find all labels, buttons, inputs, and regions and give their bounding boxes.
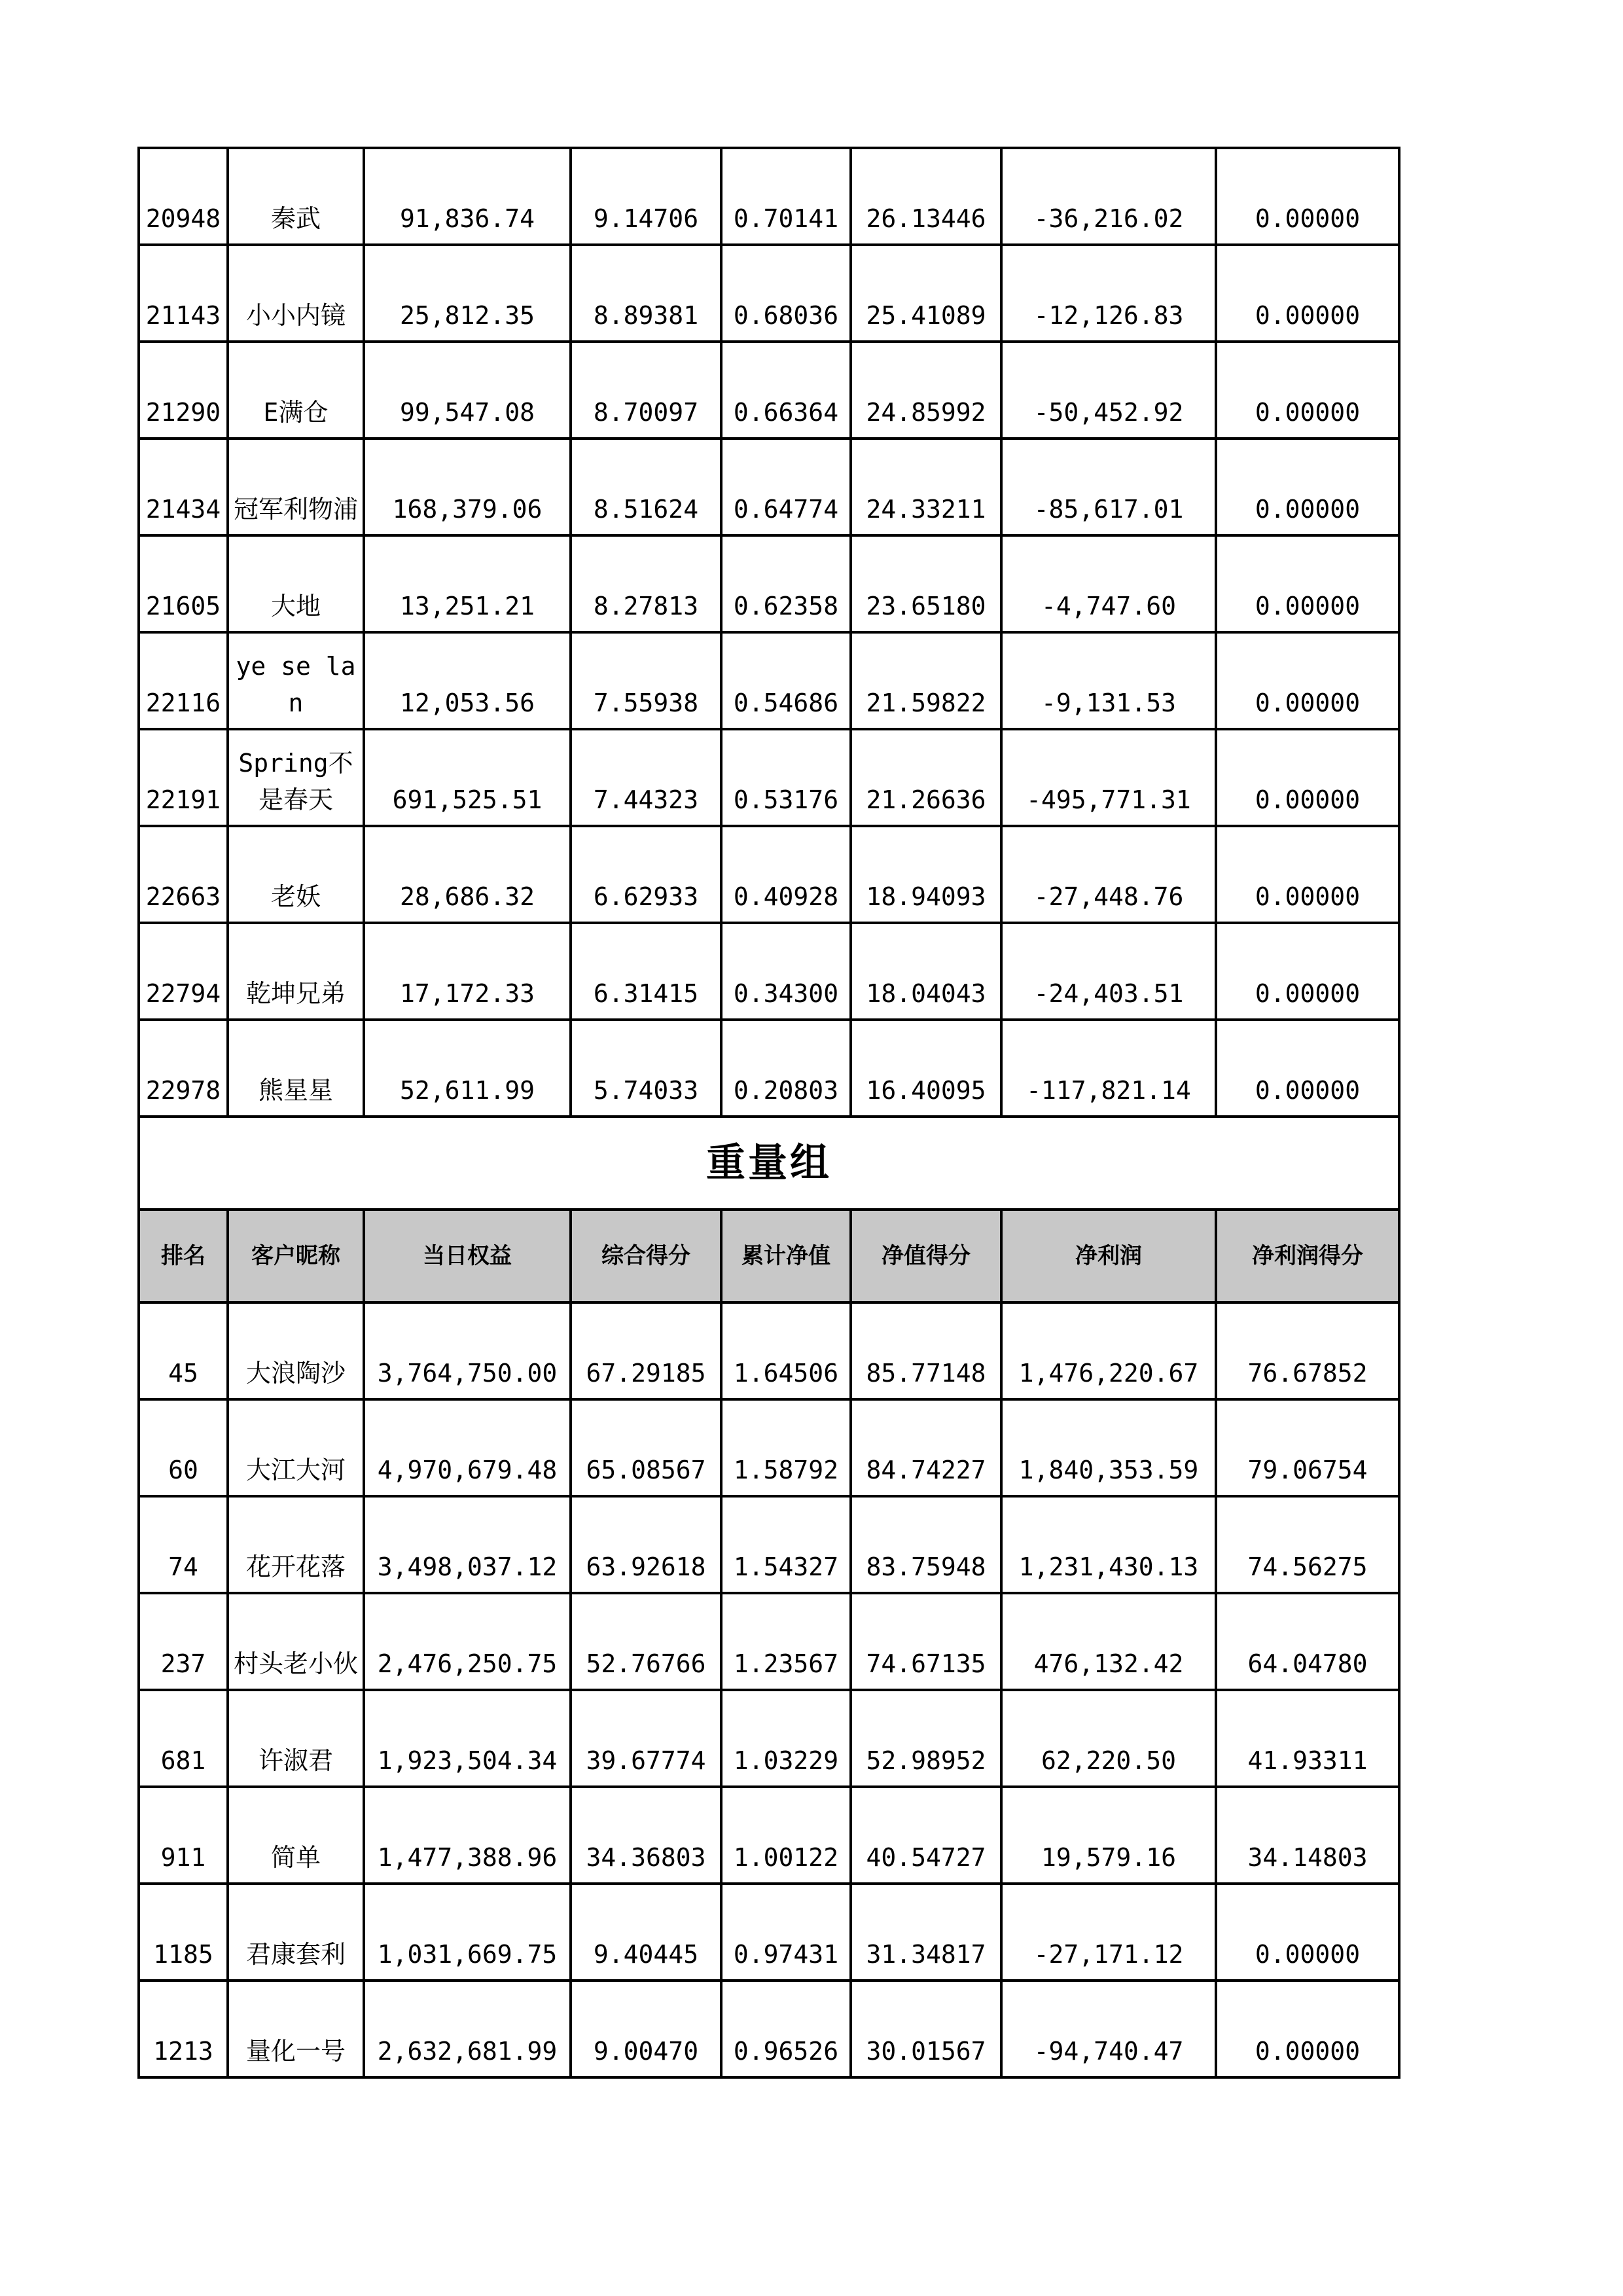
table-row — [139, 632, 1399, 729]
cell-total-score: 67.29185 — [571, 1302, 721, 1399]
cell-nickname: 许淑君 — [228, 1690, 364, 1787]
column-header-row — [139, 1210, 1399, 1302]
group-title: 重量组 — [139, 1117, 1399, 1210]
cell-nav: 0.97431 — [721, 1884, 851, 1981]
cell-equity: 1,031,669.75 — [364, 1884, 571, 1981]
cell-nav-score: 18.94093 — [851, 826, 1001, 923]
cell-equity: 691,525.51 — [364, 729, 571, 826]
cell-total-score: 39.67774 — [571, 1690, 721, 1787]
table-row — [139, 148, 1399, 245]
cell-nickname: Spring不是春天 — [228, 729, 364, 826]
cell-rank: 681 — [139, 1690, 228, 1787]
cell-net-profit-score: 0.00000 — [1216, 632, 1399, 729]
cell-net-profit: -27,171.12 — [1001, 1884, 1216, 1981]
header-rank: 排名 — [139, 1210, 228, 1302]
cell-nav-score: 40.54727 — [851, 1787, 1001, 1884]
table-row — [139, 1399, 1399, 1496]
cell-total-score: 5.74033 — [571, 1020, 721, 1117]
cell-net-profit: -495,771.31 — [1001, 729, 1216, 826]
cell-nickname: 大浪陶沙 — [228, 1302, 364, 1399]
cell-net-profit: -27,448.76 — [1001, 826, 1216, 923]
header-total-score: 综合得分 — [571, 1210, 721, 1302]
cell-nav-score: 85.77148 — [851, 1302, 1001, 1399]
cell-net-profit: 476,132.42 — [1001, 1593, 1216, 1690]
cell-rank: 21434 — [139, 439, 228, 535]
cell-nav: 0.70141 — [721, 148, 851, 245]
cell-equity: 25,812.35 — [364, 245, 571, 342]
cell-net-profit-score: 0.00000 — [1216, 245, 1399, 342]
cell-net-profit: -94,740.47 — [1001, 1981, 1216, 2077]
cell-nav-score: 18.04043 — [851, 923, 1001, 1020]
table-row — [139, 923, 1399, 1020]
table-row — [139, 1302, 1399, 1399]
cell-nickname: 老妖 — [228, 826, 364, 923]
cell-net-profit-score: 0.00000 — [1216, 148, 1399, 245]
cell-rank: 45 — [139, 1302, 228, 1399]
cell-net-profit-score: 76.67852 — [1216, 1302, 1399, 1399]
cell-net-profit: 1,476,220.67 — [1001, 1302, 1216, 1399]
cell-net-profit: 19,579.16 — [1001, 1787, 1216, 1884]
cell-nav-score: 23.65180 — [851, 535, 1001, 632]
cell-rank: 1185 — [139, 1884, 228, 1981]
cell-nickname: 大江大河 — [228, 1399, 364, 1496]
cell-net-profit: -9,131.53 — [1001, 632, 1216, 729]
table-row — [139, 1787, 1399, 1884]
group-rows — [139, 1302, 1399, 2077]
cell-total-score: 9.14706 — [571, 148, 721, 245]
cell-rank: 22116 — [139, 632, 228, 729]
cell-rank: 22978 — [139, 1020, 228, 1117]
cell-total-score: 65.08567 — [571, 1399, 721, 1496]
cell-net-profit-score: 0.00000 — [1216, 1884, 1399, 1981]
cell-net-profit-score: 64.04780 — [1216, 1593, 1399, 1690]
cell-nickname: 量化一号 — [228, 1981, 364, 2077]
cell-nav: 0.96526 — [721, 1981, 851, 2077]
cell-net-profit-score: 0.00000 — [1216, 439, 1399, 535]
group-section — [139, 1117, 1399, 1302]
cell-net-profit: 62,220.50 — [1001, 1690, 1216, 1787]
cell-nickname: E满仓 — [228, 342, 364, 439]
cell-nav: 1.54327 — [721, 1496, 851, 1593]
cell-rank: 20948 — [139, 148, 228, 245]
table-row — [139, 1981, 1399, 2077]
cell-total-score: 9.00470 — [571, 1981, 721, 2077]
cell-nav-score: 52.98952 — [851, 1690, 1001, 1787]
cell-total-score: 7.55938 — [571, 632, 721, 729]
cell-rank: 237 — [139, 1593, 228, 1690]
cell-net-profit: 1,840,353.59 — [1001, 1399, 1216, 1496]
cell-nav: 0.40928 — [721, 826, 851, 923]
cell-net-profit: -12,126.83 — [1001, 245, 1216, 342]
table-row — [139, 1884, 1399, 1981]
cell-equity: 3,498,037.12 — [364, 1496, 571, 1593]
cell-nav: 0.34300 — [721, 923, 851, 1020]
cell-nav-score: 24.33211 — [851, 439, 1001, 535]
cell-nickname: 秦武 — [228, 148, 364, 245]
cell-rank: 21290 — [139, 342, 228, 439]
cell-nickname: 村头老小伙 — [228, 1593, 364, 1690]
cell-nickname: 大地 — [228, 535, 364, 632]
cell-nav: 1.00122 — [721, 1787, 851, 1884]
cell-nav-score: 26.13446 — [851, 148, 1001, 245]
cell-nav-score: 21.26636 — [851, 729, 1001, 826]
cell-total-score: 8.27813 — [571, 535, 721, 632]
cell-total-score: 9.40445 — [571, 1884, 721, 1981]
cell-nickname: 君康套利 — [228, 1884, 364, 1981]
cell-total-score: 34.36803 — [571, 1787, 721, 1884]
cell-equity: 12,053.56 — [364, 632, 571, 729]
cell-net-profit: 1,231,430.13 — [1001, 1496, 1216, 1593]
cell-equity: 99,547.08 — [364, 342, 571, 439]
cell-total-score: 8.70097 — [571, 342, 721, 439]
cell-nav-score: 83.75948 — [851, 1496, 1001, 1593]
table-row — [139, 729, 1399, 826]
cell-net-profit: -85,617.01 — [1001, 439, 1216, 535]
cell-equity: 168,379.06 — [364, 439, 571, 535]
table-row — [139, 1690, 1399, 1787]
cell-net-profit: -4,747.60 — [1001, 535, 1216, 632]
cell-nickname: 熊星星 — [228, 1020, 364, 1117]
cell-equity: 3,764,750.00 — [364, 1302, 571, 1399]
cell-nickname: ye se lan — [228, 632, 364, 729]
cell-nickname: 简单 — [228, 1787, 364, 1884]
cell-nav: 1.23567 — [721, 1593, 851, 1690]
cell-nav-score: 30.01567 — [851, 1981, 1001, 2077]
cell-equity: 17,172.33 — [364, 923, 571, 1020]
cell-net-profit-score: 79.06754 — [1216, 1399, 1399, 1496]
header-equity: 当日权益 — [364, 1210, 571, 1302]
cell-net-profit: -117,821.14 — [1001, 1020, 1216, 1117]
cell-rank: 1213 — [139, 1981, 228, 2077]
cell-rank: 60 — [139, 1399, 228, 1496]
cell-net-profit-score: 41.93311 — [1216, 1690, 1399, 1787]
cell-nav: 0.54686 — [721, 632, 851, 729]
cell-equity: 4,970,679.48 — [364, 1399, 571, 1496]
cell-equity: 13,251.21 — [364, 535, 571, 632]
cell-net-profit-score: 0.00000 — [1216, 1981, 1399, 2077]
header-nickname: 客户昵称 — [228, 1210, 364, 1302]
cell-net-profit-score: 0.00000 — [1216, 342, 1399, 439]
cell-equity: 52,611.99 — [364, 1020, 571, 1117]
group-title-row — [139, 1117, 1399, 1210]
table-row — [139, 1020, 1399, 1117]
cell-nickname: 花开花落 — [228, 1496, 364, 1593]
cell-rank: 22663 — [139, 826, 228, 923]
cell-net-profit: -24,403.51 — [1001, 923, 1216, 1020]
cell-equity: 1,923,504.34 — [364, 1690, 571, 1787]
cell-nav: 0.53176 — [721, 729, 851, 826]
cell-equity: 2,632,681.99 — [364, 1981, 571, 2077]
cell-total-score: 8.51624 — [571, 439, 721, 535]
table-row — [139, 245, 1399, 342]
header-nav-score: 净值得分 — [851, 1210, 1001, 1302]
table-row — [139, 342, 1399, 439]
cell-equity: 91,836.74 — [364, 148, 571, 245]
cell-nickname: 冠军利物浦 — [228, 439, 364, 535]
table-row — [139, 1496, 1399, 1593]
cell-total-score: 6.62933 — [571, 826, 721, 923]
cell-total-score: 7.44323 — [571, 729, 721, 826]
cell-nickname: 乾坤兄弟 — [228, 923, 364, 1020]
header-net-profit-score: 净利润得分 — [1216, 1210, 1399, 1302]
table-row — [139, 826, 1399, 923]
cell-net-profit-score: 0.00000 — [1216, 1020, 1399, 1117]
cell-total-score: 63.92618 — [571, 1496, 721, 1593]
cell-nav: 0.68036 — [721, 245, 851, 342]
cell-nav: 0.62358 — [721, 535, 851, 632]
cell-net-profit-score: 0.00000 — [1216, 923, 1399, 1020]
cell-net-profit-score: 0.00000 — [1216, 535, 1399, 632]
cell-nav-score: 21.59822 — [851, 632, 1001, 729]
cell-equity: 28,686.32 — [364, 826, 571, 923]
cell-nav: 1.03229 — [721, 1690, 851, 1787]
cell-nav-score: 24.85992 — [851, 342, 1001, 439]
cell-nav-score: 16.40095 — [851, 1020, 1001, 1117]
table-row — [139, 1593, 1399, 1690]
cell-net-profit-score: 34.14803 — [1216, 1787, 1399, 1884]
cell-nav-score: 74.67135 — [851, 1593, 1001, 1690]
cell-net-profit-score: 0.00000 — [1216, 826, 1399, 923]
cell-equity: 1,477,388.96 — [364, 1787, 571, 1884]
cell-total-score: 52.76766 — [571, 1593, 721, 1690]
cell-nav: 0.64774 — [721, 439, 851, 535]
cell-total-score: 6.31415 — [571, 923, 721, 1020]
cell-rank: 21605 — [139, 535, 228, 632]
cell-nav: 1.58792 — [721, 1399, 851, 1496]
previous-group-rows — [139, 148, 1399, 1117]
cell-nav: 0.66364 — [721, 342, 851, 439]
cell-nav: 1.64506 — [721, 1302, 851, 1399]
cell-rank: 22794 — [139, 923, 228, 1020]
cell-rank: 22191 — [139, 729, 228, 826]
cell-net-profit-score: 74.56275 — [1216, 1496, 1399, 1593]
table-row — [139, 535, 1399, 632]
cell-nav: 0.20803 — [721, 1020, 851, 1117]
cell-nickname: 小小内镜 — [228, 245, 364, 342]
cell-rank: 21143 — [139, 245, 228, 342]
cell-equity: 2,476,250.75 — [364, 1593, 571, 1690]
cell-nav-score: 25.41089 — [851, 245, 1001, 342]
cell-nav-score: 84.74227 — [851, 1399, 1001, 1496]
cell-net-profit-score: 0.00000 — [1216, 729, 1399, 826]
cell-rank: 911 — [139, 1787, 228, 1884]
cell-rank: 74 — [139, 1496, 228, 1593]
cell-net-profit: -36,216.02 — [1001, 148, 1216, 245]
cell-total-score: 8.89381 — [571, 245, 721, 342]
ranking-table — [137, 147, 1400, 2079]
table-row — [139, 439, 1399, 535]
header-net-profit: 净利润 — [1001, 1210, 1216, 1302]
cell-nav-score: 31.34817 — [851, 1884, 1001, 1981]
header-nav: 累计净值 — [721, 1210, 851, 1302]
cell-net-profit: -50,452.92 — [1001, 342, 1216, 439]
